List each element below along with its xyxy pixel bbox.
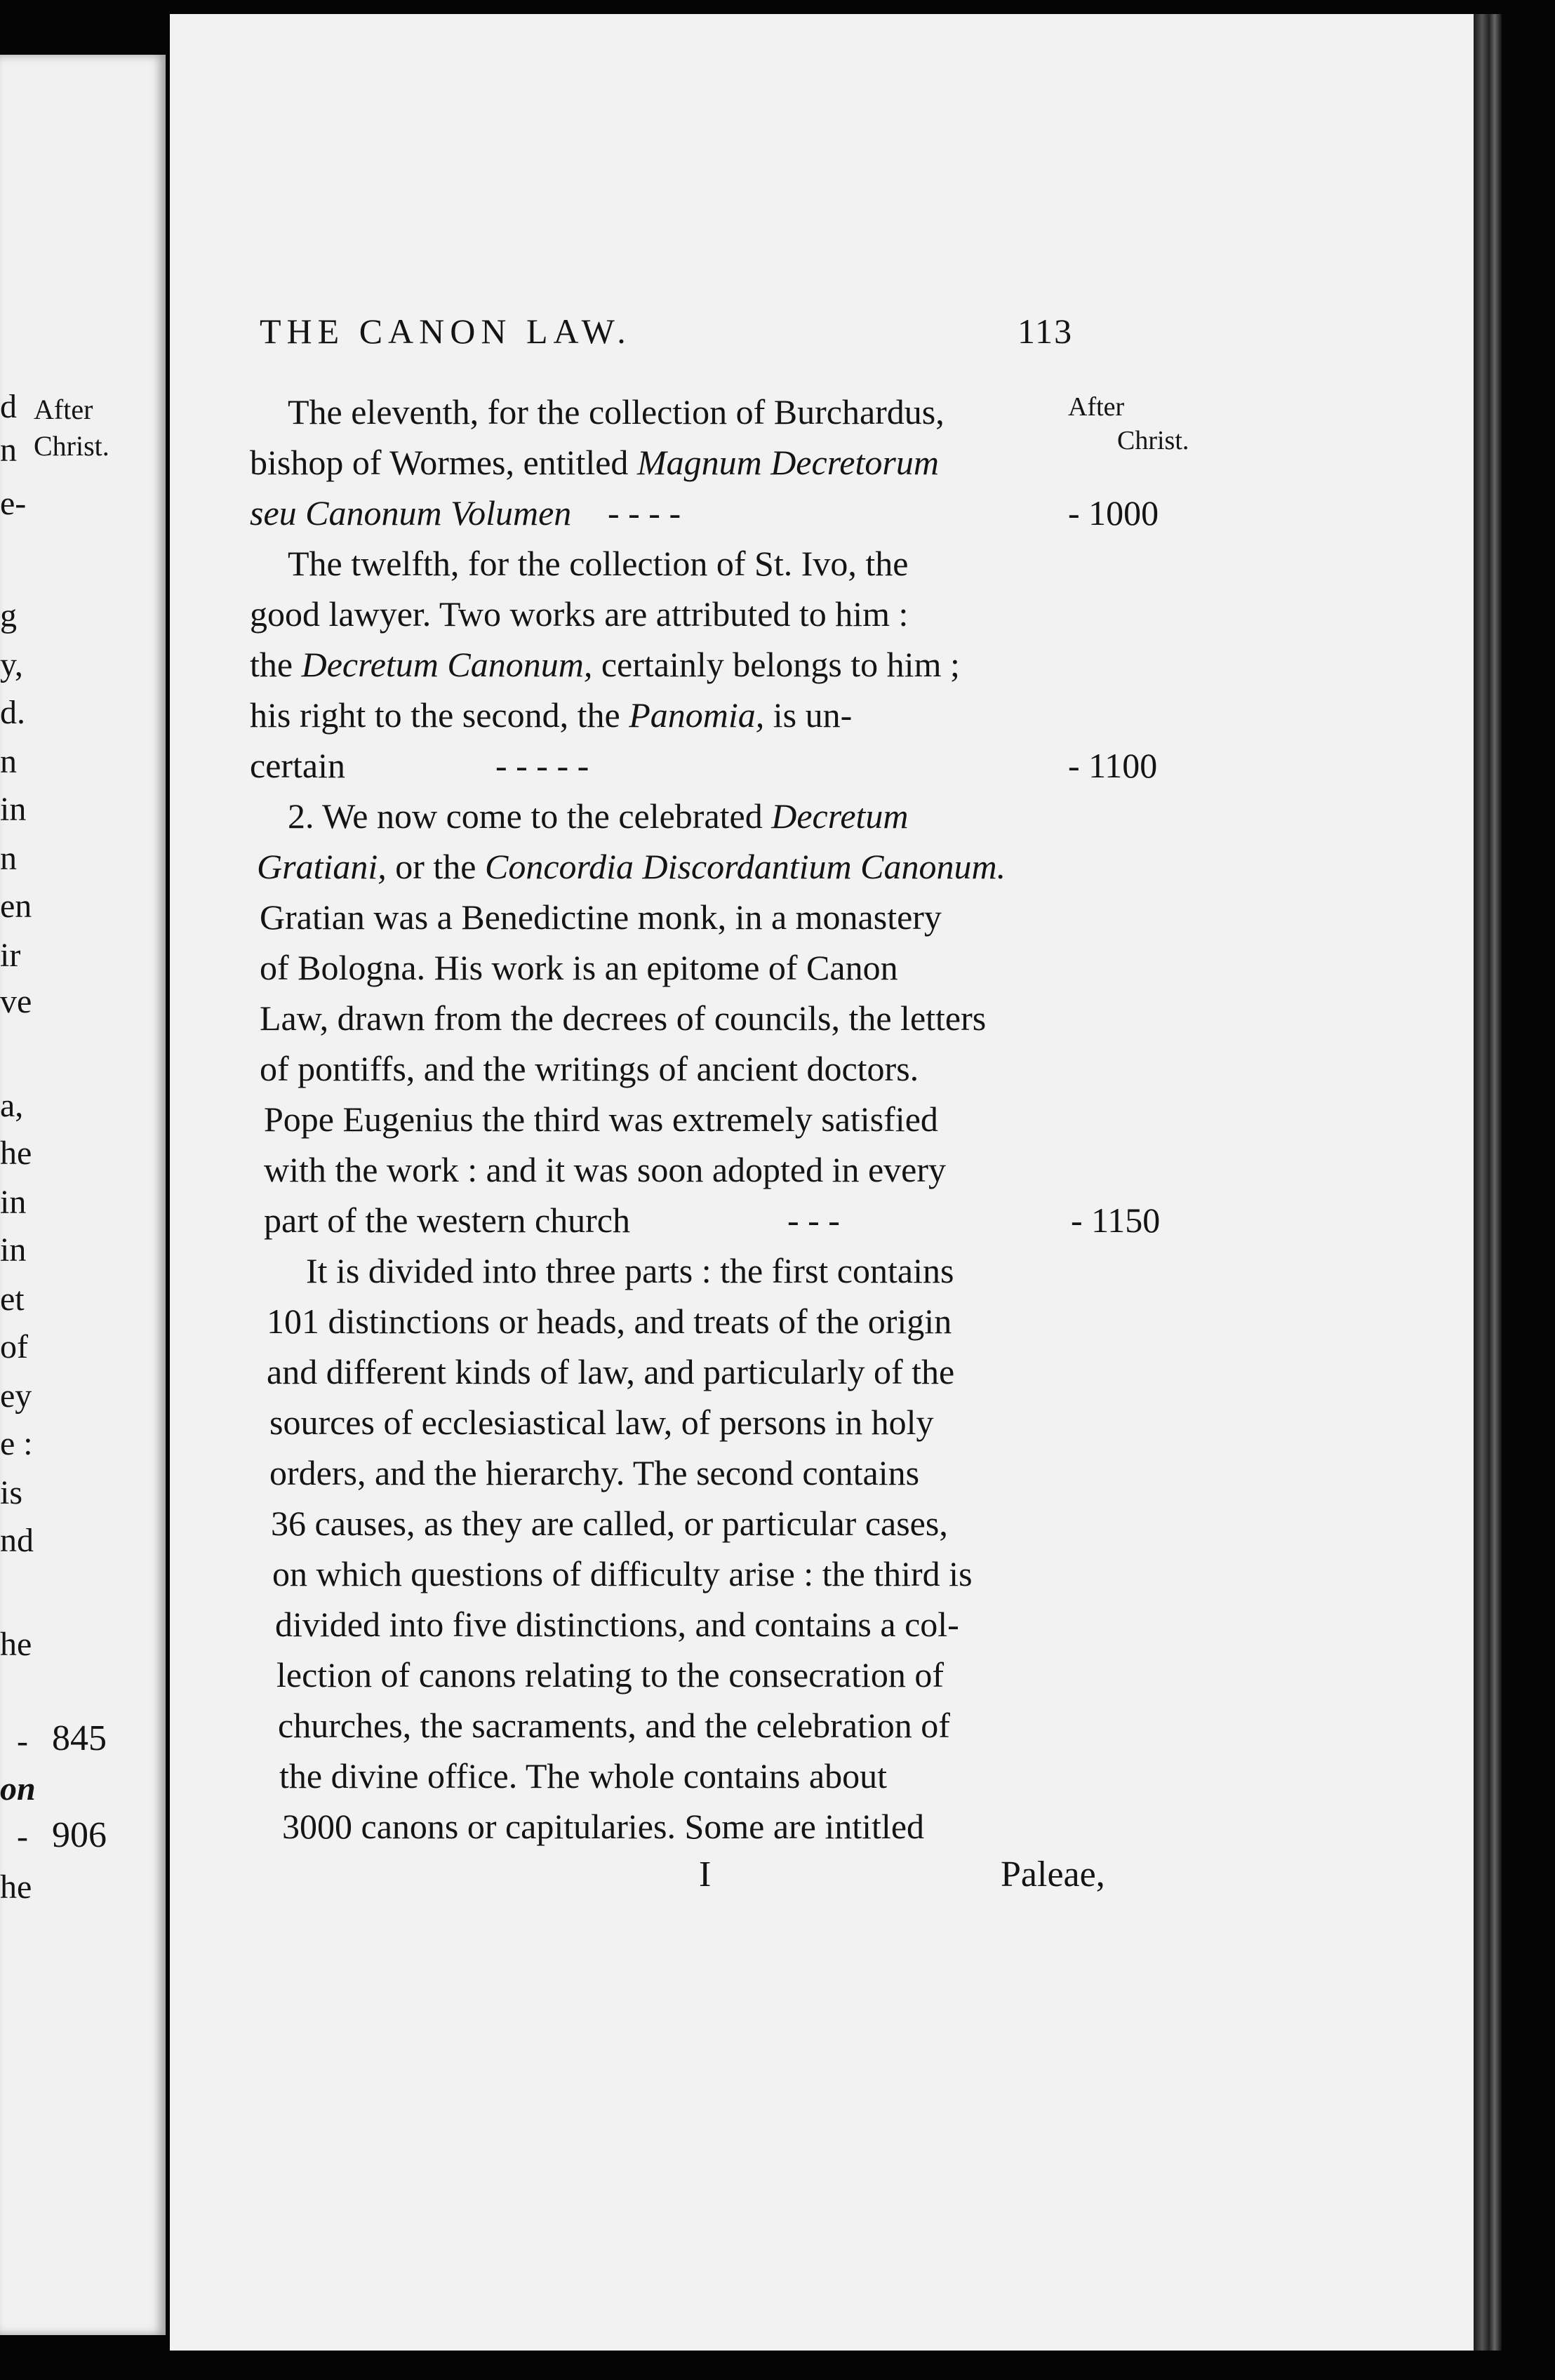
facing-fragment: in bbox=[0, 1231, 27, 1269]
text-line: Pope Eugenius the third was extremely satisfied bbox=[264, 1099, 938, 1139]
facing-fragment: is bbox=[0, 1474, 23, 1511]
facing-fragment: e- bbox=[0, 485, 27, 522]
facing-sidenote: After bbox=[34, 394, 93, 425]
text-line: The twelfth, for the collection of St. Ivo, the bbox=[288, 544, 909, 583]
facing-sidenote: Christ. bbox=[34, 430, 109, 462]
page-number: 113 bbox=[1017, 312, 1074, 351]
catchword: Paleae, bbox=[1001, 1854, 1105, 1894]
text-line: certain - - - - - - 1100 bbox=[250, 741, 1169, 790]
running-header bbox=[260, 310, 1095, 352]
text-line: Gratian was a Benedictine monk, in a monastery bbox=[260, 897, 942, 937]
facing-fragment: ir bbox=[0, 937, 21, 974]
text-line: seu Canonum Volumen - - - - - 1000 bbox=[250, 488, 1169, 537]
facing-fragment: on bbox=[0, 1770, 36, 1807]
facing-fragment: et bbox=[0, 1281, 25, 1318]
text-line: on which questions of difficulty arise : the third is bbox=[272, 1554, 973, 1593]
facing-page-fragment bbox=[0, 55, 166, 2335]
facing-fragment: of bbox=[0, 1328, 28, 1365]
facing-fragment: n bbox=[0, 840, 17, 877]
signature-mark: I bbox=[699, 1854, 712, 1894]
text-line: and different kinds of law, and particularly of the bbox=[267, 1352, 955, 1391]
text-line: with the work : and it was soon adopted in every bbox=[264, 1150, 947, 1189]
facing-fragment: e : bbox=[0, 1425, 33, 1462]
margin-note-after: After bbox=[1068, 392, 1125, 422]
facing-fragment: g bbox=[0, 597, 17, 634]
facing-fragment: en bbox=[0, 888, 32, 925]
text-line: 3000 canons or capitularies. Some are intitled bbox=[282, 1807, 925, 1846]
facing-dash: - bbox=[17, 1818, 28, 1855]
text-line: Gratiani, or the Concordia Discordantium Canonum. bbox=[257, 847, 1006, 886]
facing-fragment: he bbox=[0, 1868, 32, 1906]
text-line: his right to the second, the Panomia, is un- bbox=[250, 695, 853, 735]
text-line: 2. We now come to the celebrated Decretum bbox=[288, 796, 909, 836]
facing-fragment: a, bbox=[0, 1087, 24, 1124]
text-line: part of the western church - - - - 1150 bbox=[264, 1196, 1183, 1245]
text-line: sources of ecclesiastical law, of persons in holy bbox=[269, 1403, 934, 1442]
year-marker: - 1100 bbox=[1068, 746, 1158, 785]
year-marker: - 1000 bbox=[1068, 493, 1159, 533]
facing-fragment: ve bbox=[0, 983, 32, 1020]
facing-fragment: y, bbox=[0, 646, 23, 683]
text-line: the divine office. The whole contains about bbox=[279, 1756, 887, 1796]
year-marker: - 1150 bbox=[1071, 1201, 1161, 1240]
text-line: divided into five distinctions, and contains a col- bbox=[275, 1605, 959, 1644]
text-line: 101 distinctions or heads, and treats of the origin bbox=[267, 1302, 952, 1341]
facing-fragment: in bbox=[0, 1184, 27, 1221]
text-line: It is divided into three parts : the first contains bbox=[306, 1251, 954, 1290]
facing-fragment: he bbox=[0, 1135, 32, 1172]
facing-fragment: n bbox=[0, 743, 17, 780]
margin-note-christ: Christ. bbox=[1117, 426, 1189, 455]
facing-fragment: in bbox=[0, 791, 27, 828]
text-line: orders, and the hierarchy. The second contains bbox=[269, 1453, 920, 1492]
facing-fragment: ey bbox=[0, 1377, 32, 1415]
text-line: good lawyer. Two works are attributed to him : bbox=[250, 594, 909, 634]
text-line: the Decretum Canonum, certainly belongs to him ; bbox=[250, 645, 960, 684]
text-line: of pontiffs, and the writings of ancient doctors. bbox=[260, 1049, 919, 1088]
facing-fragment: d. bbox=[0, 694, 25, 731]
facing-dash: - bbox=[17, 1723, 28, 1760]
page-edge bbox=[1474, 14, 1502, 2351]
facing-fragment: d bbox=[0, 388, 17, 425]
running-title: THE CANON LAW. bbox=[260, 312, 632, 351]
text-line: 36 causes, as they are called, or particular cases, bbox=[271, 1504, 948, 1543]
facing-fragment: n bbox=[0, 432, 17, 469]
facing-fragment: nd bbox=[0, 1522, 34, 1559]
text-line: lection of canons relating to the consecration of bbox=[276, 1655, 945, 1694]
facing-year: 845 bbox=[52, 1718, 107, 1758]
text-line: churches, the sacraments, and the celebration of bbox=[278, 1706, 950, 1745]
facing-fragment: he bbox=[0, 1626, 32, 1663]
text-line: bishop of Wormes, entitled Magnum Decretorum bbox=[250, 443, 939, 482]
text-line: Law, drawn from the decrees of councils, the letters bbox=[260, 998, 987, 1038]
facing-year: 906 bbox=[52, 1815, 107, 1855]
text-line: of Bologna. His work is an epitome of Canon bbox=[260, 948, 898, 987]
